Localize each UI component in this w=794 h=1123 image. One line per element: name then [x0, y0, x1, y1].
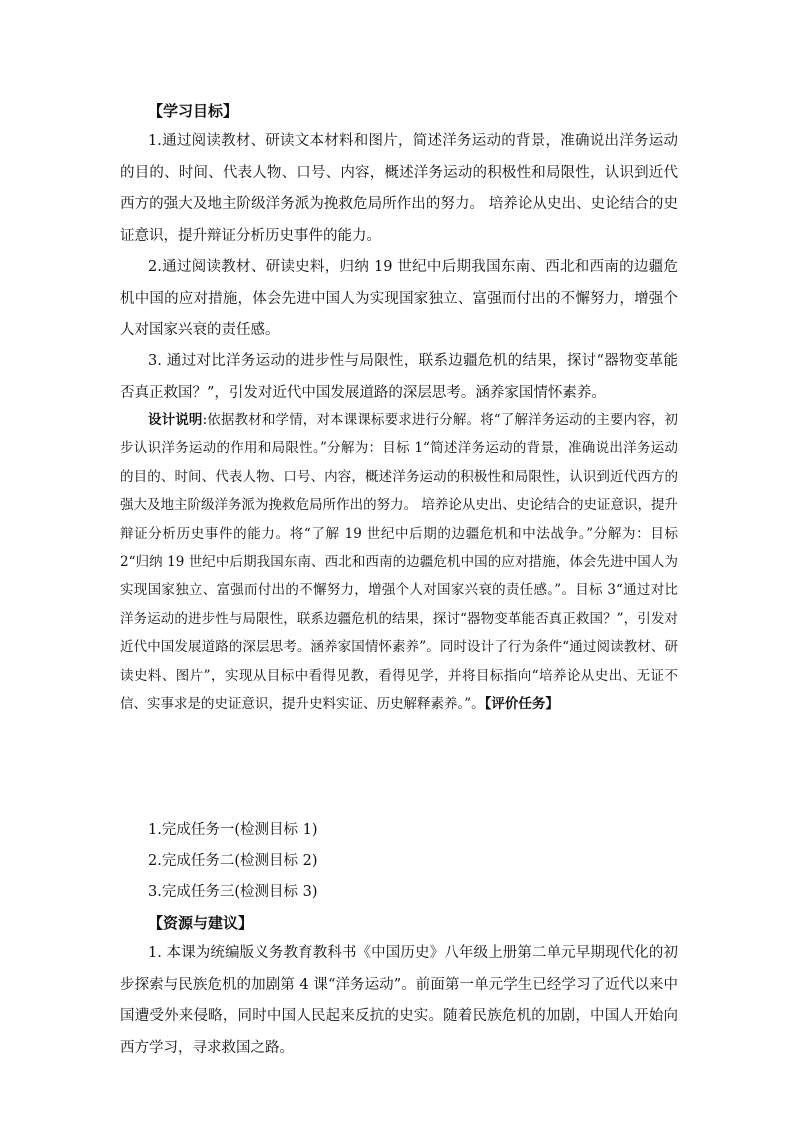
evaluation-tasks-heading: 【评价任务】 — [484, 696, 559, 713]
design-notes-label: 设计说明 — [148, 412, 203, 428]
design-notes-paragraph — [120, 406, 678, 718]
task-3: 3.完成任务三(检测目标 3) — [148, 884, 318, 900]
task-2: 2.完成任务二(检测目标 2) — [148, 853, 318, 869]
design-notes-text: :依据教材和学情，对本课课标要求进行分解。将“了解洋务运动的主要内容，初步认识洋务运动的作用和局限性。”分解为：目标 1“简述洋务运动的背景，准确说出洋务运动的目的、时间、代表人物、口号、内容，概述洋务运动的积极性和局限性，认识到近代西方的强大及地主阶级洋务派为挽救危局所作出的努力。 培养论从史出、史论结合的史证意识，提升辩证分析历史事件的能力。将“了解 19 世纪中后期的边疆危机和中法战争。”分解为：目标 2“归纳 19 世纪中后期我国东南、西北和西南的边疆危机中国的应对措施，体会先进中国人为实现国家独立、富强而付出的不懈努力，增强个人对国家兴衰的责任感。”。目标 3“通过对比洋务运动的进步性与局限性，联系边疆危机的结果，探讨“器物变革能否真正救国？”，引发对近代中国发展道路的深层思考。涵养家国情怀素养”。同时设计了行为条件“通过阅读教材、研读史料、图片”，实现从目标中看得见教，看得见学，并将目标指向“培养论从史出、无证不信、实事求是的史证意识，提升史料实证、历史解释素养。”。 — [120, 412, 679, 713]
resource-1-paragraph: 1. 本课为统编版义务教育教科书《中国历史》八年级上册第二单元早期现代化的初步探索与民族危机的加剧第 4 课“洋务运动”。前面第一单元学生已经学习了近代以来中国遭受外来侵略，同时中国人民起来反抗的史实。随着民族危机的加剧，中国人开始向西方学习，寻求救国之路。 — [120, 945, 678, 1056]
resources-heading: 【资源与建议】 — [148, 914, 254, 932]
goal-2-paragraph: 2.通过阅读教材、研读史料，归纳 19 世纪中后期我国东南、西北和西南的边疆危机中国的应对措施，体会先进中国人为实现国家独立、富强而付出的不懈努力，增强个人对国家兴衰的责任感。 — [120, 259, 678, 338]
learning-goals-heading: 【学习目标】 — [148, 102, 239, 120]
task-1: 1.完成任务一(检测目标 1) — [148, 822, 318, 838]
goal-3-paragraph: 3. 通过对比洋务运动的进步性与局限性，联系边疆危机的结果，探讨“器物变革能否真正救国？”，引发对近代中国发展道路的深层思考。涵养家国情怀素养。 — [120, 353, 678, 401]
goal-1-paragraph: 1.通过阅读教材、研读文本材料和图片，简述洋务运动的背景，准确说出洋务运动的目的、时间、代表人物、口号、内容，概述洋务运动的积极性和局限性，认识到近代西方的强大及地主阶级洋务派为挽救危局所作出的努力。 培养论从史出、史论结合的史证意识，提升辩证分析历史事件的能力。 — [120, 133, 678, 244]
